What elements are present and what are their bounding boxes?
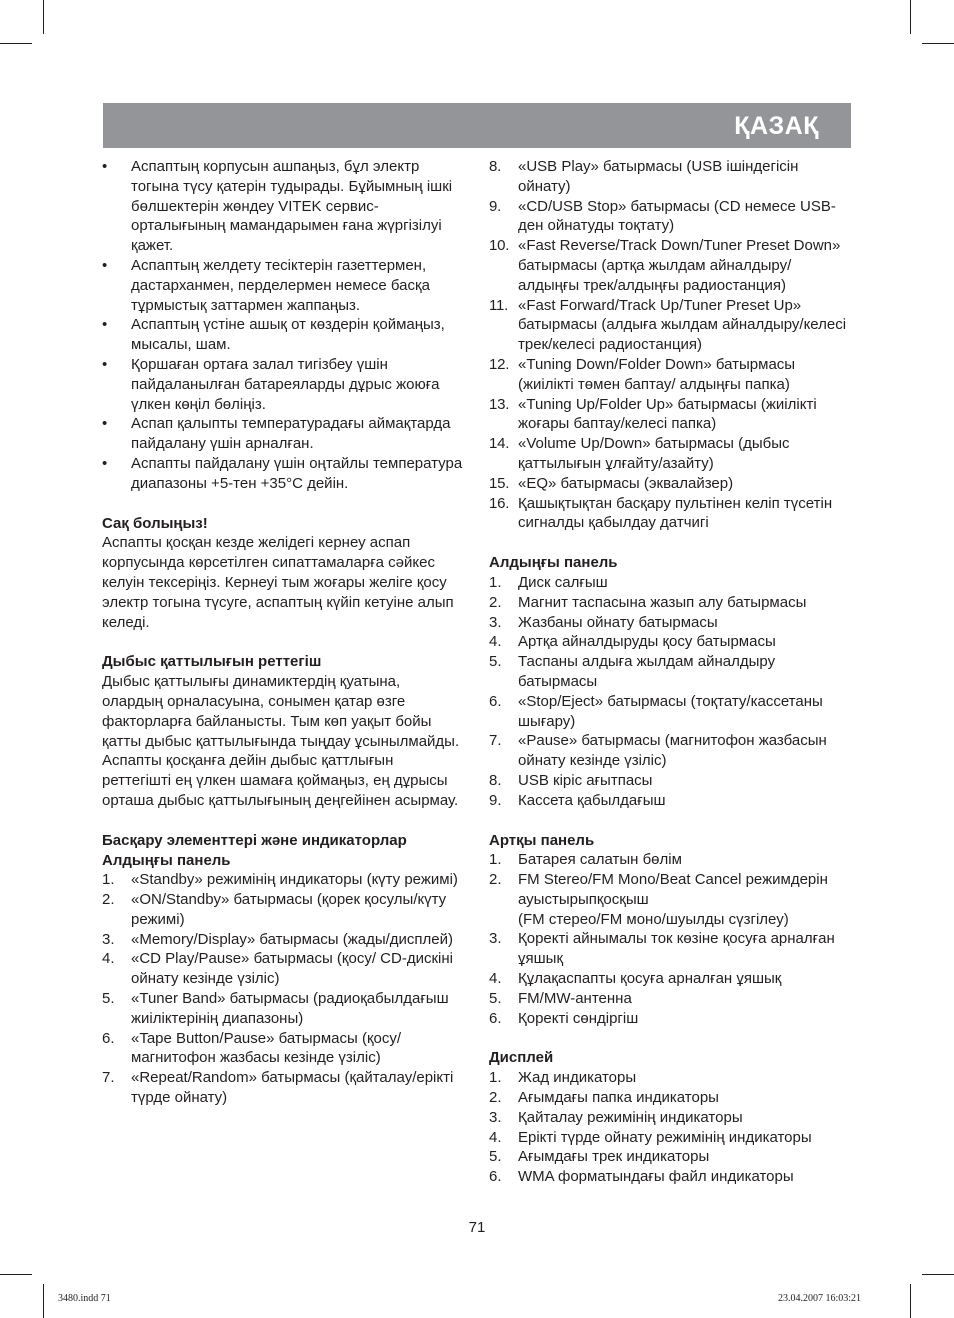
list-item: 3. Қоректі айнымалы ток көзіне қосуға арналған ұяшық [489,930,835,968]
display-heading: Дисплей [489,1049,554,1067]
controls-heading: Басқару элементтері және индикаторлар [102,831,407,849]
list-item: 10. «Fast Reverse/Track Down/Tuner Preset Down» батырмасы (артқа жылдам айналдыру/алдыңғы трек/алдыңғы радиостанция) [489,237,841,294]
display-list [489,1068,851,1187]
bullet-mark: • [102,355,108,373]
list-item: 8. USB кіріс ағытпасы [489,771,653,789]
caution-heading: Сақ болыңыз! [102,514,208,532]
list-item: 7. «Pause» батырмасы (магнитофон жазбасын ойнату кезінде үзіліс) [489,732,827,770]
list-item: 1. Батарея салатын бөлім [489,851,682,869]
list-item: 4. «CD Play/Pause» батырмасы (қосу/ CD-дискіні ойнату кезінде үзіліс) [102,950,453,988]
volume-text: Дыбыс қаттылығы динамиктердің қуатына, олардың орналасуына, сонымен қатар өзге факторларға байланысты. Тым көп уақыт бойы қатты дыбыс қаттылығында тыңдау ұсынылмайды. Аспапты қосқанға дейін дыбыс қаттлығын реттегішті ең үлкен шамаға қоймаңыз, ең дұрысы орташа дыбыс қаттылығының деңгейінен асырмау. [102,673,460,809]
list-item: 5. FM/MW-антенна [489,989,632,1007]
crop-mark [910,0,911,34]
list-item: 7. «Repeat/Random» батырмасы (қайталау/ерікті түрде ойнату) [102,1069,454,1107]
right-column [489,157,851,1187]
list-item: 6. «Tape Button/Pause» батырмасы (қосу/магнитофон жазбасы кезінде үзіліс) [102,1029,402,1067]
list-item: 5. «Tuner Band» батырмасы (радиоқабылдағыш жиіліктерінің диапазоны) [102,990,449,1027]
list-item: 2. Магнит таспасына жазып алу батырмасы [489,593,807,611]
list-item: 8. «USB Play» батырмасы (USB ішіндегісін ойнату) [489,158,799,195]
list-item: 11. «Fast Forward/Track Up/Tuner Preset Up» батырмасы (алдыға жылдам айналдыру/келесі трек/келесі радиостанция) [489,296,847,354]
list-item: • Аспапты пайдалану үшін оңтайлы температура диапазоны +5-тен +35°C дейін. [102,454,463,492]
list-item: • Аспаптың корпусын ашпаңыз, бұл электр тогына түсу қатерін тудырады. Бұйымның ішкі бөлшектерін жөндеу VITEK сервис-орталығының мамандарымен ғана жүргізілуі қажет. [102,158,453,255]
controls-list-continued [489,157,851,533]
list-item: 12. «Tuning Down/Folder Down» батырмасы (жиілікті төмен баптау/ алдыңғы папка) [489,355,796,393]
list-item: 1. Диск салғыш [489,573,608,591]
list-item: 3. Жазбаны ойнату батырмасы [489,613,718,631]
list-item: • Аспаптың үстіне ашық от көздерін қоймаңыз, мысалы, шам. [102,316,445,354]
crop-mark [0,43,32,44]
list-item: 4. Артқа айналдыруды қосу батырмасы [489,633,776,651]
list-item: 5. Ағымдағы трек индикаторы [489,1148,710,1166]
list-item: 5. Таспаны алдыға жылдам айналдыру батырмасы [489,653,776,690]
list-item: 6. «Stop/Eject» батырмасы (тоқтату/кассетаны шығару) [489,692,823,730]
crop-mark [922,1274,954,1275]
crop-mark [43,1284,44,1318]
bullet-mark: • [102,415,108,433]
language-header-bar [103,103,851,148]
bullet-mark: • [102,256,108,274]
front-panel-list [489,573,851,811]
front-panel-subheading: Алдыңғы панель [102,851,231,869]
safety-bullet-list [102,157,464,494]
list-item: • Қоршаған ортаға залал тигізбеу үшін пайдаланылған батареяларды дұрыс жоюға үлкен көңіл бөліңіз. [102,355,440,413]
bullet-mark: • [102,316,108,334]
list-item: 9. Кассета қабылдағыш [489,791,666,809]
file-slug: 3480.indd 71 [58,1293,111,1304]
list-item: 16. Қашықтықтан басқару пультінен келіп түсетін сигналды қабылдау датчигі [489,494,833,532]
list-item: 15. «EQ» батырмасы (эквалайзер) [489,474,734,492]
list-item: 3. «Memory/Display» батырмасы (жады/дисплей) [102,930,454,948]
crop-mark [922,43,954,44]
page-number: 71 [468,1219,486,1236]
date-slug: 23.04.2007 16:03:21 [778,1293,862,1304]
list-item: 2. «ON/Standby» батырмасы (қорек қосулы/күту режимі) [102,891,447,928]
list-item: 6. WMA форматындағы файл индикаторы [489,1168,794,1186]
list-item: 13. «Tuning Up/Folder Up» батырмасы (жиілікті жоғары баптау/келесі папка) [489,395,817,433]
language-title: ҚАЗАҚ [734,112,819,140]
controls-list [102,870,464,1108]
list-item: • Аспаптың желдету тесіктерін газеттермен, дастарханмен, перделермен немесе басқа тұрмыстық заттармен жаппаңыз. [102,256,430,314]
list-item: 2. FM Stereo/FM Mono/Beat Cancel режимдерін ауыстырыпқосқыш (FM стерео/FM моно/шуылды сүзгілеу) [489,871,828,928]
list-item: • Аспап қалыпты температурадағы аймақтарда пайдалану үшін арналған. [102,415,451,453]
volume-heading: Дыбыс қаттылығын реттегіш [102,653,322,671]
caution-text: Аспапты қосқан кезде желідегі кернеу аспап корпусында көрсетілген сипаттамаларға сәйкес келуін тексеріңіз. Кернеуі тым жоғары желіге қосу электр тогына түсуге, аспаптың күйіп кетуіне алып келеді. [102,534,454,631]
list-item: 6. Қоректі сөндіргіш [489,1009,639,1027]
bullet-mark: • [102,454,108,472]
front-panel-heading: Алдыңғы панель [489,554,618,572]
back-panel-list [489,850,851,1028]
left-column [102,157,464,1108]
crop-mark [910,1284,911,1318]
list-item: 1. Жад индикаторы [489,1069,637,1087]
list-item: 9. «CD/USB Stop» батырмасы (CD немесе USB-ден ойнатуды тоқтату) [489,197,836,235]
list-item: 1. «Standby» режимінің индикаторы (күту режимі) [102,871,458,889]
list-item: 2. Ағымдағы папка индикаторы [489,1089,719,1107]
bullet-mark: • [102,158,108,175]
crop-mark [43,0,44,34]
crop-mark [0,1274,32,1275]
list-item: 3. Қайталау режимінің индикаторы [489,1108,743,1126]
list-item: 4. Ерікті түрде ойнату режимінің индикаторы [489,1128,812,1146]
back-panel-heading: Артқы панель [489,831,595,849]
list-item: 14. «Volume Up/Down» батырмасы (дыбыс қаттылығын ұлғайту/азайту) [489,435,790,472]
list-item: 4. Құлақаспапты қосуға арналған ұяшық [489,970,782,988]
